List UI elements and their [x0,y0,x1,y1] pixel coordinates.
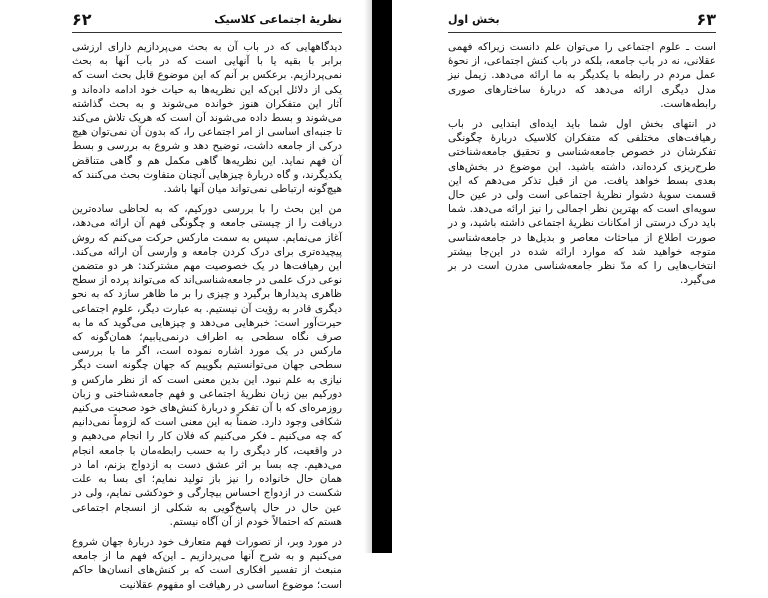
paragraph: در انتهای بخش اول شما باید ایده‌ای ابتدایی در باب رهیافت‌های مختلفی که متفکران کلاسیک دربارهٔ چگونگی تفکرشان در خصوص جامعه‌شناسی و تحقیق جامعه‌شناختی طرح‌ریزی کرده‌اند، داشته باشید. این موضوع در بخش‌های بعدی بسط خواهد یافت. من از قبل تذکر می‌دهم که این قسمت سویهٔ دشوار نظریهٔ اجتماعی است ولی در عین حال سویه‌ای است که بهترین نظر اجمالی را نیز ارائه می‌دهد. شما باید درک درستی از امکانات نظریهٔ اجتماعی داشته باشید، و در صورت اطلاع از مباحثات معاصر و بدیل‌ها در جامعه‌شناسی متوجه خواهید شد که موارد ارائه شده در این‌جا بیشتر انتخاب‌هایی را که مدّ نظر جامعه‌شناسی مدرن است در بر می‌گیرد. [448,118,716,287]
right-page-body [448,40,716,293]
page-gutter [372,0,392,553]
left-page-header [72,8,342,30]
paragraph: دیدگاههایی که در باب آن به بحث می‌پردازیم دارای ارزشی برابر با بقیه یا با آنهایی است که در باب آنها به بحث نمی‌پردازیم. برعکس بر آنم که این موضوع قابل بحث است که یکی از دلائل این‌که این نظریه‌ها به حیات خود ادامه داده‌اند و آثار این متفکران هنوز خوانده می‌شوند و به بحث گذاشته می‌شوند و بسط داده می‌شوند آن است که هریک تلاش می‌کند تا جنبه‌ای اساسی از امر اجتماعی را، که بدون آن نمی‌توان هیچ درکی از جامعه داشت، توضیح دهد و شروع به بررسی و بسط آن فهم نماید. این نظریه‌ها گاهی مکمل هم و گاهی متناقض یکدیگرند، و گاه دربارهٔ چیزهایی آنچنان متفاوت بحث می‌کنند که هیچ‌گونه ارتباطی نمی‌تواند میان آنها باشد. [72,41,342,196]
paragraph: من این بحث را با بررسی دورکیم، که به لحاظی ساده‌ترین دریافت را از چیستی جامعه و چگونگی فهم آن ارائه می‌دهد، آغاز می‌نمایم. سپس به سمت مارکس حرکت می‌کنم که روش پیچیده‌تری برای درک کردن جامعه و وارسی آن ارائه می‌کند. این رهیافت‌ها در یک خصوصیت مهم مشترکند: هر دو متضمن نوعی درک علمی در جامعه‌شناسی‌اند که می‌تواند پرده از سطح ظاهری پدیدارها برگیرد و چیزی را بر ما ظاهر سازد که به نحو دیگری قادر به رؤیت آن نیستیم. به عبارت دیگر، علوم اجتماعی حیرت‌آور است: خبرهایی می‌دهد و چیزهایی می‌گوید که ما به صرف نگاه سطحی به اطراف درنمی‌یابیم؛ همان‌گونه که مارکس در یک مورد اشاره نموده است، اگر ما با بررسی سطحی جهان می‌توانستیم بگوییم که جهان چگونه است دیگر نیازی به علم نبود. این بدین معنی است که از نظر مارکس و دورکیم بین زبان نظریهٔ اجتماعی و فهم جامعه‌شناختی و زبان روزمره‌ای که با آن تفکر و دربارهٔ کنش‌های خود صحبت می‌کنیم شکافی وجود دارد. ضمناً به این معنی است که لزوماً نمی‌دانیم که چه می‌کنیم ـ فکر می‌کنیم که فلان کار را انجام می‌دهیم و در واقعیت، کار دیگری را به حسب رابطه‌مان با جامعه انجام می‌دهیم. چه بسا بر اثر عشق دست به ازدواج بزنم، اما در همان حال خانواده را نیز باز تولید نمایم؛ ای بسا به علت شکست در ازدواج احساس بیچارگی و خودکشی نمایم، ولی در عین حال در حال پاسخ‌گویی به شکلی از انسجام اجتماعی هستم که احتمالاً خودم از آن آگاه نیستم. [72,203,342,528]
page-number: ۶۳ [696,9,716,29]
page-shadow-left [364,0,372,553]
left-page [0,0,372,591]
header-rule [448,32,716,33]
right-page-header [448,8,716,30]
running-title: بخش اول [448,12,500,26]
paragraph: است ـ علوم اجتماعی را می‌توان علم دانست زیراکه فهمی عقلانی، نه در باب جامعه، بلکه در باب کنش اجتماعی، از نحوهٔ عمل مردم در رابطه با یکدیگر به ما ارائه می‌دهد. زیمل نیز مدل دیگری ارائه می‌دهد که دربارهٔ ساختارهای صوری رابطه‌هاست. [448,41,716,110]
paragraph: در مورد وبر، از تصورات فهم متعارف خود دربارهٔ جهان شروع می‌کنیم و به شرح آنها می‌پردازیم ـ این‌که فهم ما از جامعه منبعث از تفسیر افکاری است که بر کنش‌های انسان‌ها حاکم است؛ موضوع اساسی در رهیافت او مفهوم عقلانیت [72,535,342,591]
page-number: ۶۲ [72,9,92,29]
running-title: نظریهٔ اجتماعی کلاسیک [214,12,342,26]
right-page [392,0,768,553]
header-rule [72,32,342,33]
left-page-body [72,40,342,598]
